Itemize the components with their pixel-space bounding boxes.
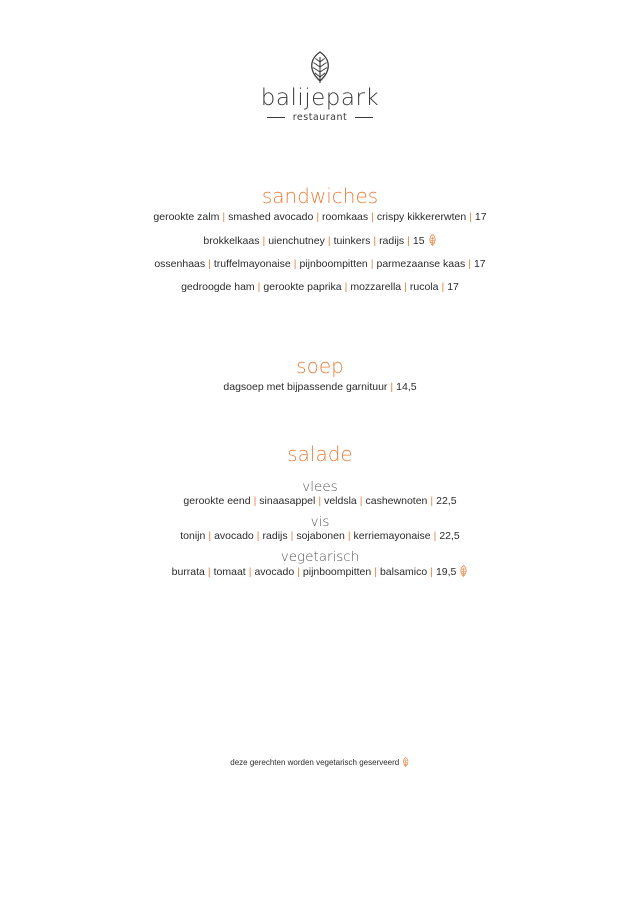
salade-group-title: vegetarisch bbox=[280, 549, 360, 565]
vegetarian-note-text: deze gerechten worden vegetarisch geserveerd bbox=[230, 758, 400, 767]
section-salade bbox=[0, 442, 640, 585]
separator: | bbox=[208, 530, 212, 542]
salade-group bbox=[0, 514, 640, 543]
menu-item bbox=[0, 211, 640, 224]
separator: | bbox=[430, 495, 434, 507]
item-ingredient: avocado bbox=[214, 530, 254, 542]
item-ingredient: veldsla bbox=[324, 495, 357, 507]
item-ingredient: uienchutney bbox=[268, 235, 325, 247]
menu-item bbox=[0, 530, 640, 543]
separator: | bbox=[256, 530, 260, 542]
item-ingredient: sojabonen bbox=[296, 530, 345, 542]
item-ingredient: tomaat bbox=[213, 566, 246, 578]
item-ingredient: burrata bbox=[171, 566, 205, 578]
brand-header bbox=[0, 50, 640, 123]
separator: | bbox=[262, 235, 266, 247]
separator: | bbox=[222, 211, 226, 223]
item-ingredient: sinaasappel bbox=[259, 495, 316, 507]
item-ingredient: parmezaanse kaas bbox=[376, 258, 466, 270]
section-title-soep: soep bbox=[296, 354, 344, 378]
separator: | bbox=[318, 495, 322, 507]
separator: | bbox=[374, 566, 377, 578]
item-price: 17 bbox=[474, 211, 487, 223]
item-ingredient: gerookte zalm bbox=[153, 211, 220, 223]
vegetarian-leaf-icon bbox=[402, 757, 410, 767]
item-price: 19,5 bbox=[435, 566, 457, 578]
item-ingredient: radijs bbox=[379, 235, 405, 247]
menu-item bbox=[0, 234, 640, 248]
section-soep bbox=[0, 354, 640, 394]
menu-item bbox=[0, 381, 640, 394]
vegetarian-leaf-icon bbox=[459, 565, 468, 577]
leaf-logo-icon bbox=[305, 50, 335, 84]
separator: | bbox=[390, 381, 394, 393]
separator: | bbox=[347, 530, 351, 542]
item-ingredient: mozzarella bbox=[350, 281, 402, 293]
subtitle-rule-left bbox=[267, 117, 285, 118]
menu-item bbox=[0, 281, 640, 294]
separator: | bbox=[433, 530, 437, 542]
salade-group bbox=[0, 549, 640, 579]
item-ingredient: tonijn bbox=[180, 530, 206, 542]
item-ingredient: brokkelkaas bbox=[203, 235, 260, 247]
brand-subtitle-row bbox=[0, 112, 640, 123]
subtitle-rule-right bbox=[355, 117, 373, 118]
item-price: 17 bbox=[447, 281, 459, 293]
separator: | bbox=[430, 566, 433, 578]
salade-group-title: vlees bbox=[302, 479, 338, 495]
separator: | bbox=[293, 258, 297, 270]
separator: | bbox=[316, 211, 320, 223]
separator: | bbox=[290, 530, 294, 542]
salade-group-title: vis bbox=[310, 514, 330, 530]
item-price: 22,5 bbox=[436, 495, 457, 507]
item-ingredient: roomkaas bbox=[322, 211, 369, 223]
brand-subtitle: restaurant bbox=[292, 112, 348, 123]
separator: | bbox=[441, 281, 445, 293]
separator: | bbox=[404, 281, 407, 293]
item-ingredient: radijs bbox=[262, 530, 288, 542]
separator: | bbox=[297, 566, 300, 578]
menu-item bbox=[0, 495, 640, 508]
separator: | bbox=[257, 281, 261, 293]
menu-item bbox=[0, 565, 640, 579]
separator: | bbox=[373, 235, 377, 247]
item-ingredient: gerookte paprika bbox=[263, 281, 342, 293]
item-ingredient: tuinkers bbox=[333, 235, 371, 247]
item-ingredient: cashewnoten bbox=[365, 495, 428, 507]
vegetarian-leaf-icon bbox=[428, 234, 437, 246]
menu-item bbox=[0, 258, 640, 271]
separator: | bbox=[207, 566, 211, 578]
separator: | bbox=[359, 495, 363, 507]
item-price: 14,5 bbox=[396, 381, 417, 393]
separator: | bbox=[327, 235, 331, 247]
item-ingredient: smashed avocado bbox=[228, 211, 314, 223]
item-ingredient: pijnboompitten bbox=[302, 566, 372, 578]
separator: | bbox=[248, 566, 252, 578]
separator: | bbox=[407, 235, 410, 247]
separator: | bbox=[253, 495, 257, 507]
item-price: 15 bbox=[412, 235, 425, 247]
item-price: 17 bbox=[473, 258, 486, 270]
item-price: 22,5 bbox=[439, 530, 460, 542]
separator: | bbox=[468, 258, 471, 270]
separator: | bbox=[370, 258, 374, 270]
separator: | bbox=[469, 211, 472, 223]
section-sandwiches bbox=[0, 184, 640, 304]
item-ingredient: truffelmayonaise bbox=[213, 258, 291, 270]
item-ingredient: balsamico bbox=[379, 566, 428, 578]
item-ingredient: pijnboompitten bbox=[299, 258, 368, 270]
vegetarian-note bbox=[0, 757, 640, 767]
item-ingredient: gedroogde ham bbox=[181, 281, 255, 293]
item-ingredient: avocado bbox=[254, 566, 295, 578]
item-ingredient: rucola bbox=[409, 281, 439, 293]
separator: | bbox=[344, 281, 348, 293]
item-ingredient: dagsoep met bijpassende garnituur bbox=[223, 381, 388, 393]
section-title-sandwiches: sandwiches bbox=[261, 184, 379, 208]
brand-name: balijepark bbox=[260, 85, 380, 111]
item-ingredient: gerookte eend bbox=[183, 495, 251, 507]
item-ingredient: crispy kikkererwten bbox=[376, 211, 467, 223]
item-ingredient: kerriemayonaise bbox=[353, 530, 431, 542]
salade-group bbox=[0, 479, 640, 508]
separator: | bbox=[208, 258, 211, 270]
item-ingredient: ossenhaas bbox=[154, 258, 206, 270]
section-title-salade: salade bbox=[287, 442, 353, 466]
separator: | bbox=[371, 211, 374, 223]
